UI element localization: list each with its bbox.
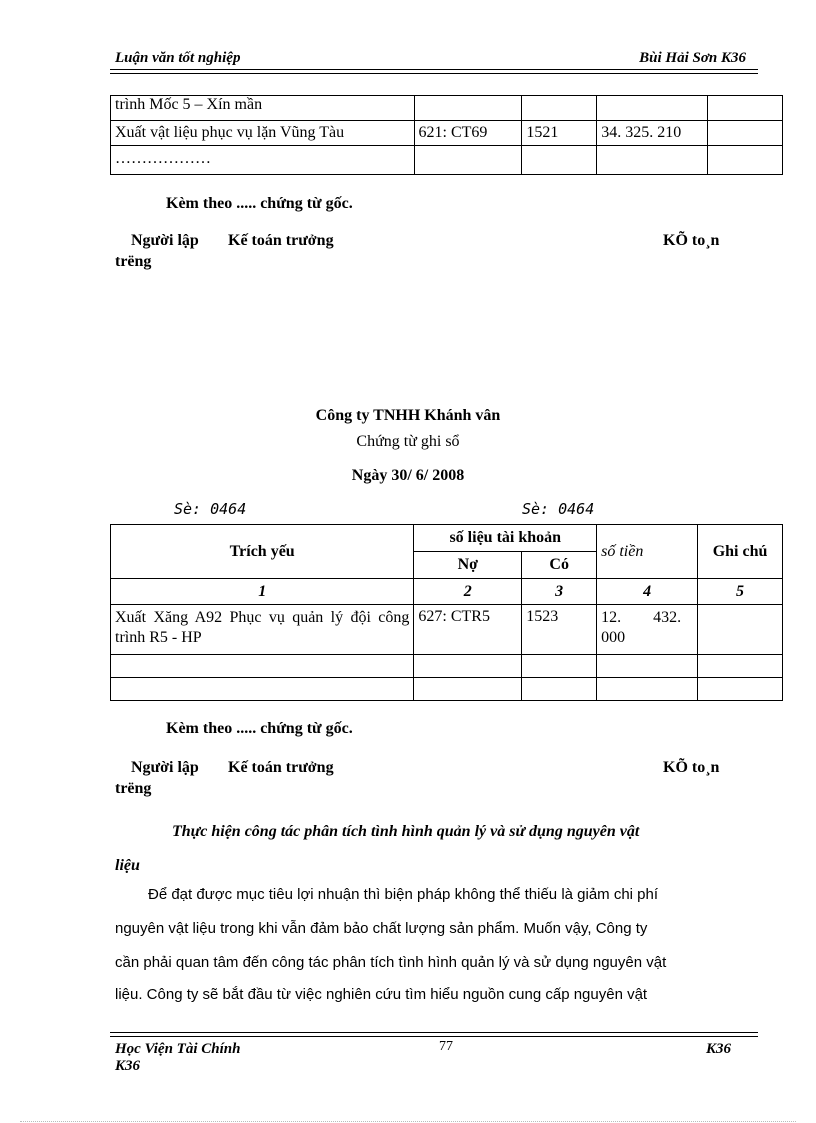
table-cell: trình Mốc 5 – Xín mần [111,96,415,121]
attach-note: Kèm theo ..... chứng từ gốc. [166,720,353,737]
table-cell [522,96,597,121]
entry-amount [597,605,698,655]
table-cell [708,121,783,146]
section-heading: Thực hiện công tác phân tích tình hình quản lý và sử dụng nguyên vật [172,823,640,840]
paragraph-line: cần phải quan tâm đến công tác phân tích tình hình quản lý và sử dụng nguyên vật [115,954,667,971]
table-cell [414,146,522,175]
page-edge [20,1121,796,1122]
voucher-table [110,524,783,701]
table-row [111,579,783,605]
signature-right: KÕ to¸n [663,759,720,776]
table-cell: 34. 325. 210 [597,121,708,146]
voucher-number-right: Sè: 0464 [522,500,595,518]
document-date: Ngày 30/ 6/ 2008 [351,467,465,484]
table-cell [597,146,708,175]
signature-chief-accountant: Kế toán trưởng [228,759,334,776]
table-row [111,121,783,146]
paragraph-line: Để đạt được mục tiêu lợi nhuận thì biện pháp không thể thiếu là giảm chi phí [148,886,659,903]
signature-right-cont: trëng [115,253,152,270]
table-row [111,655,783,678]
col-desc-header: Trích yếu [111,525,414,579]
signature-chief-accountant: Kế toán trưởng [228,232,334,249]
footer-left-cont: K36 [115,1058,141,1074]
signature-right: KÕ to¸n [663,232,720,249]
table-row [111,605,783,655]
table-cell: 1521 [522,121,597,146]
signature-creator: Người lập [131,759,199,776]
col-number: 1 [111,579,414,605]
col-number: 3 [522,579,597,605]
col-credit-header: Có [522,552,597,579]
paragraph-line: nguyên vật liệu trong khi vẫn đảm bảo chất lượng sản phẩm. Muốn vậy, Công ty [115,920,648,937]
voucher-number-left: Sè: 0464 [174,500,247,518]
header-rule [110,69,758,74]
table-cell [708,146,783,175]
table-row [111,146,783,175]
table-cell: ……………… [111,146,415,175]
entry-description: Xuất Xăng A92 Phục vụ quản lý đội công trình R5 - HP [111,605,414,655]
col-number: 2 [414,579,522,605]
paragraph-line: liệu. Công ty sẽ bắt đầu từ việc nghiên cứu tìm hiểu nguồn cung cấp nguyên vật [115,986,648,1003]
col-note-header: Ghi chú [698,525,783,579]
document-title: Chứng từ ghi sổ [356,433,460,450]
entry-debit: 627: CTR5 [414,605,522,655]
signature-creator: Người lập [131,232,199,249]
table-cell [597,96,708,121]
col-amount-header: số tiền [597,525,698,579]
footer-rule [110,1032,758,1037]
table-cell [522,146,597,175]
footer-left: Học Viện Tài Chính [115,1041,241,1057]
col-number: 5 [698,579,783,605]
header-right: Bùi Hải Sơn K36 [639,50,746,66]
attach-note: Kèm theo ..... chứng từ gốc. [166,195,353,212]
table-cell: 621: CT69 [414,121,522,146]
signature-right-cont: trëng [115,780,152,797]
col-debit-header: Nợ [414,552,522,579]
entry-amount-line1: 12. 432. [601,609,682,626]
col-number: 4 [597,579,698,605]
col-account-header: số liệu tài khoản [414,525,597,552]
entry-note [698,605,783,655]
section-heading-cont: liệu [115,857,140,874]
table-row [111,678,783,701]
page-number: 77 [439,1039,453,1054]
entry-credit: 1523 [522,605,597,655]
table-cell: Xuất vật liệu phục vụ lặn Vũng Tàu [111,121,415,146]
table-header-row [111,525,783,552]
footer-right: K36 [706,1041,732,1057]
header-left: Luận văn tốt nghiệp [115,50,241,66]
company-name: Công ty TNHH Khánh vân [315,407,501,424]
top-table [110,95,783,175]
entry-amount-line2: 000 [601,629,626,646]
table-row [111,96,783,121]
table-cell [414,96,522,121]
table-cell [708,96,783,121]
